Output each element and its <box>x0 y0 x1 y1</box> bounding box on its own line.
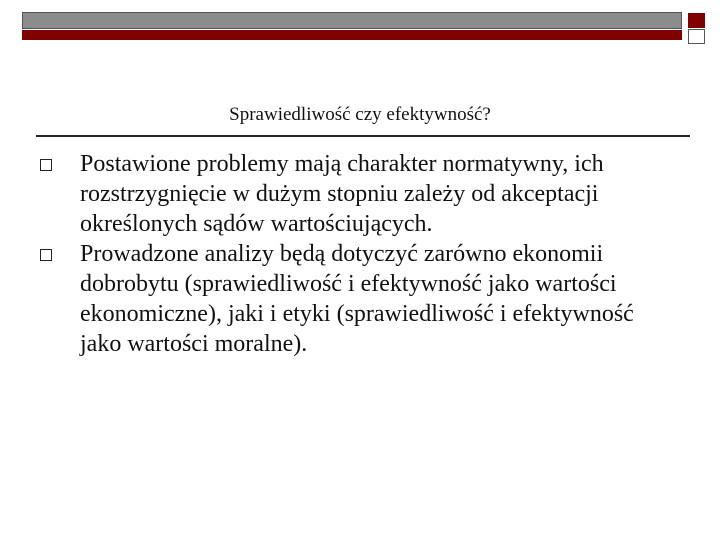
hollow-square-bullet-icon <box>40 159 52 171</box>
hollow-square-bullet-icon <box>40 249 52 261</box>
corner-square-outline <box>688 29 705 44</box>
bullet-item <box>40 239 680 359</box>
bullet-text: Prowadzone analizy będą dotyczyć zarówno ekonomii dobrobytu (sprawiedliwość i efektywność jako wartości ekonomiczne), jaki i etyki (sprawiedliwość i efektywność jako wartości moralne). <box>80 241 634 357</box>
bullet-item <box>40 149 680 239</box>
header-band-red <box>22 30 682 40</box>
bullet-text: Postawione problemy mają charakter normatywny, ich rozstrzygnięcie w dużym stopniu zależy od akceptacji określonych sądów wartościujących. <box>80 151 604 237</box>
title-divider <box>36 135 690 137</box>
corner-square-red <box>688 13 705 28</box>
bullet-list <box>40 149 680 359</box>
slide-title: Sprawiedliwość czy efektywność? <box>229 104 491 125</box>
header-decoration-band <box>22 12 682 40</box>
header-band-grey <box>22 12 682 29</box>
